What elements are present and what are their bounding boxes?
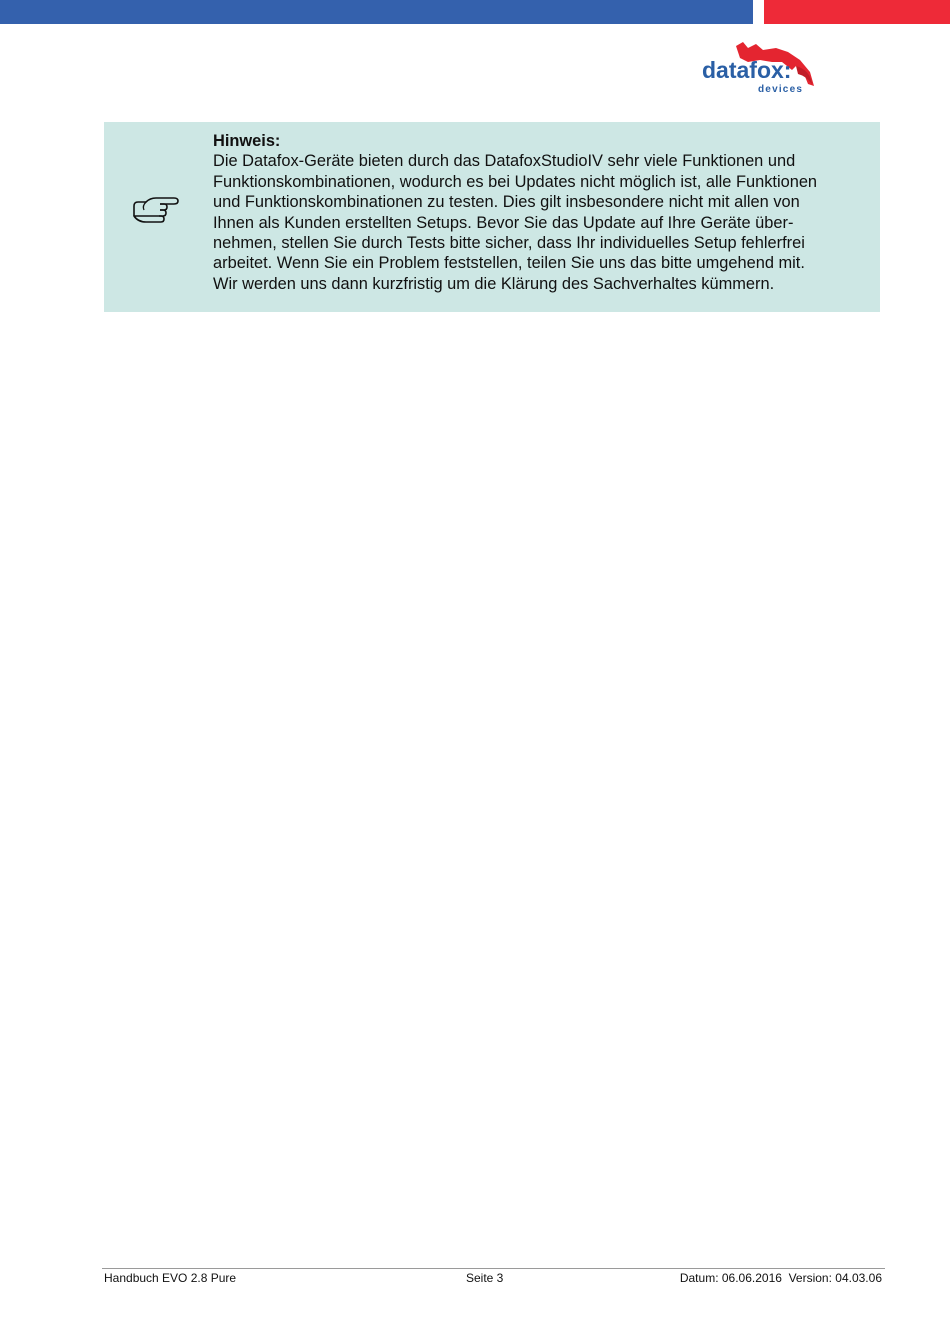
pointing-hand-icon <box>130 192 180 232</box>
logo-sub-text: devices <box>758 84 804 95</box>
pointing-hand-graphic <box>130 192 180 232</box>
datafox-logo <box>696 40 820 96</box>
note-line: arbeitet. Wenn Sie ein Problem feststellen, teilen Sie uns das bitte umgehend mit. <box>213 254 805 273</box>
note-line: Wir werden uns dann kurzfristig um die Klärung des Sachverhaltes kümmern. <box>213 274 775 293</box>
note-line: Ihnen als Kunden erstellten Setups. Bevor Sie das Update auf Ihre Geräte über- <box>213 213 794 232</box>
note-box <box>104 122 880 312</box>
datafox-logo-graphic <box>696 40 820 96</box>
note-line: Die Datafox-Geräte bieten durch das DatafoxStudioIV sehr viele Funktionen und <box>213 152 796 171</box>
footer-document-title: Handbuch EVO 2.8 Pure <box>104 1271 237 1285</box>
note-line: Funktionskombinationen, wodurch es bei Updates nicht möglich ist, alle Funktionen <box>213 172 818 191</box>
note-title: Hinweis: <box>213 132 281 150</box>
header-bar-red <box>764 0 950 24</box>
note-line: und Funktionskombinationen zu testen. Dies gilt insbesondere nicht mit allen von <box>213 193 800 212</box>
header-bar-blue <box>0 0 753 24</box>
footer-divider <box>102 1268 885 1269</box>
logo-main-text: datafox: <box>702 57 792 83</box>
footer-date-version: Datum: 06.06.2016 Version: 04.03.06 <box>679 1271 882 1285</box>
note-content <box>213 131 868 294</box>
note-line: nehmen, stellen Sie durch Tests bitte sicher, dass Ihr individuelles Setup fehlerfrei <box>213 234 805 253</box>
footer-page-number: Seite 3 <box>466 1271 504 1285</box>
